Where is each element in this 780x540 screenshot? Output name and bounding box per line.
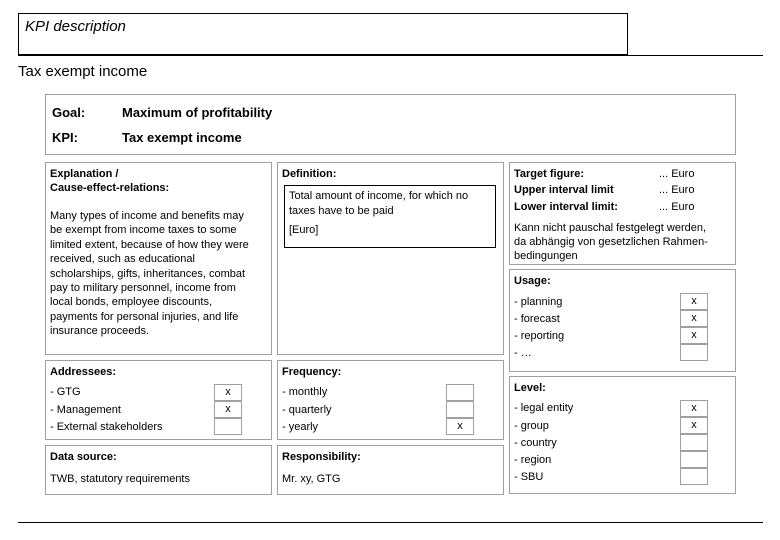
responsibility-panel [277, 445, 504, 495]
responsibility-title: Responsibility: [282, 451, 361, 463]
target-note-2: da abhängig von gesetzlichen Rahmen- [514, 236, 708, 248]
goal-value: Maximum of profitability [122, 105, 273, 120]
frequency-panel [277, 360, 504, 440]
usage-panel [509, 269, 736, 372]
level-check-region [680, 451, 708, 468]
explanation-line: insurance proceeds. [50, 325, 150, 338]
usage-item-planning: - planning [514, 296, 563, 308]
addressees-panel [45, 360, 272, 440]
usage-check-forecast: x [680, 310, 708, 327]
usage-item-more: - … [514, 347, 532, 359]
lower-limit-label: Lower interval limit: [514, 201, 618, 213]
level-country: - country [514, 437, 557, 449]
frequency-quarterly: - quarterly [282, 404, 332, 416]
frequency-yearly: - yearly [282, 421, 319, 433]
usage-title: Usage: [514, 275, 551, 287]
explanation-title-1: Explanation / [50, 168, 119, 180]
addressee-check-external [214, 418, 242, 435]
explanation-line: received, such as educational [50, 253, 195, 266]
explanation-line: Many types of income and benefits may [50, 210, 244, 222]
level-legal-entity: - legal entity [514, 402, 574, 414]
responsibility-value: Mr. xy, GTG [282, 473, 341, 485]
addressee-gtg: - GTG [50, 386, 81, 398]
goal-kpi-panel [45, 94, 736, 155]
target-note-3: bedingungen [514, 250, 578, 262]
datasource-panel [45, 445, 272, 495]
frequency-title: Frequency: [282, 366, 342, 378]
definition-text-1: Total amount of income, for which no [289, 190, 469, 202]
target-figure-value: ... Euro [659, 168, 695, 180]
target-panel [509, 162, 736, 265]
usage-item-reporting: - reporting [514, 330, 565, 342]
explanation-text [50, 209, 249, 339]
addressee-check-management: x [214, 401, 242, 418]
explanation-line: payments for personal injuries, and life [50, 310, 239, 323]
explanation-line: limited extent, because of how they were [50, 238, 249, 251]
definition-unit: [Euro] [289, 224, 319, 236]
explanation-line: local bonds, employee discounts, [50, 296, 213, 309]
level-check-legal-entity: x [680, 400, 708, 417]
usage-item-forecast: - forecast [514, 313, 560, 325]
definition-text-2: taxes have to be paid [289, 205, 394, 217]
explanation-panel [45, 162, 272, 355]
usage-check-planning: x [680, 293, 708, 310]
addressee-external: - External stakeholders [50, 421, 163, 433]
kpi-label: KPI: [52, 130, 78, 145]
explanation-title-2: Cause-effect-relations: [50, 182, 170, 194]
definition-box [284, 185, 496, 248]
level-group: - group [514, 420, 549, 432]
explanation-line: pay to military personnel, income from [50, 282, 236, 295]
level-check-group: x [680, 417, 708, 434]
header-divider [18, 55, 763, 56]
addressees-title: Addressees: [50, 366, 117, 378]
target-figure-label: Target figure: [514, 168, 585, 180]
footer-divider [18, 522, 763, 523]
level-panel [509, 376, 736, 494]
goal-label: Goal: [52, 105, 86, 120]
level-sbu: - SBU [514, 471, 544, 483]
lower-limit-value: ... Euro [659, 201, 695, 213]
datasource-value: TWB, statutory requirements [50, 473, 190, 485]
frequency-monthly: - monthly [282, 386, 328, 398]
addressee-check-gtg: x [214, 384, 242, 401]
upper-limit-label: Upper interval limit [514, 184, 614, 196]
level-title: Level: [514, 382, 546, 394]
kpi-subtitle: Tax exempt income [18, 63, 148, 80]
frequency-check-quarterly [446, 401, 474, 418]
explanation-line: be exempt from income taxes to some [50, 224, 237, 237]
definition-panel [277, 162, 504, 355]
level-region: - region [514, 454, 552, 466]
target-note-1: Kann nicht pauschal festgelegt werden, [514, 222, 707, 234]
datasource-title: Data source: [50, 451, 117, 463]
addressee-management: - Management [50, 404, 121, 416]
title-box [18, 13, 628, 55]
frequency-check-monthly [446, 384, 474, 401]
usage-check-more [680, 344, 708, 361]
usage-check-reporting: x [680, 327, 708, 344]
kpi-value: Tax exempt income [122, 130, 242, 145]
frequency-check-yearly: x [446, 418, 474, 435]
level-check-country [680, 434, 708, 451]
definition-title: Definition: [282, 168, 337, 180]
page-title: KPI description [25, 18, 126, 35]
explanation-line: scholarships, gifts, inheritances, combat [50, 267, 246, 280]
upper-limit-value: ... Euro [659, 184, 695, 196]
level-check-sbu [680, 468, 708, 485]
